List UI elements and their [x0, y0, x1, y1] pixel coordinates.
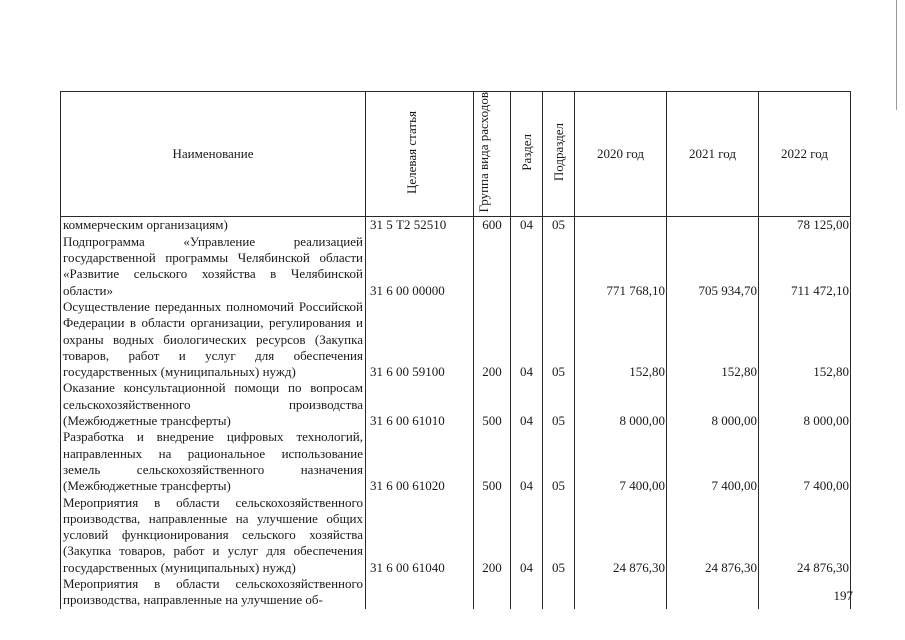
row-2021: [667, 217, 759, 234]
header-2020: 2020 год: [575, 92, 667, 217]
row-2021: 7 400,00: [667, 429, 759, 494]
table-row: [61, 380, 851, 429]
row-2021: 8 000,00: [667, 380, 759, 429]
row-name: Оказание консультационной помощи по вопросам сельскохозяйственного производства (Межбюджетные трансферты): [61, 380, 366, 429]
row-2020: 7 400,00: [575, 429, 667, 494]
row-subsection: 05: [543, 380, 575, 429]
row-name: Разработка и внедрение цифровых технологий, направленных на рациональное использование земель сельскохозяйственного назначения (Межбюджетные трансферты): [61, 429, 366, 494]
row-target-article: 31 6 00 59100: [366, 299, 474, 380]
row-subsection: 05: [543, 217, 575, 234]
budget-table: [60, 91, 851, 609]
row-expense-group: 500: [474, 429, 511, 494]
table-row: [61, 217, 851, 234]
row-2021: 152,80: [667, 299, 759, 380]
row-expense-group: [474, 576, 511, 609]
row-target-article: 31 6 00 61010: [366, 380, 474, 429]
row-target-article: 31 5 Т2 52510: [366, 217, 474, 234]
row-2020: 24 876,30: [575, 495, 667, 576]
row-2022: 152,80: [759, 299, 851, 380]
table-row: [61, 495, 851, 576]
table-row: [61, 576, 851, 609]
row-expense-group: 200: [474, 299, 511, 380]
row-2020: 152,80: [575, 299, 667, 380]
header-section: Раздел: [511, 92, 543, 217]
row-section: 04: [511, 217, 543, 234]
row-2022: 711 472,10: [759, 234, 851, 299]
row-subsection: 05: [543, 495, 575, 576]
row-subsection: 05: [543, 429, 575, 494]
row-2020: 771 768,10: [575, 234, 667, 299]
row-target-article: 31 6 00 61020: [366, 429, 474, 494]
table-row: [61, 234, 851, 299]
header-subsection: Подраздел: [543, 92, 575, 217]
table-header-row: [61, 92, 851, 217]
row-section: 04: [511, 380, 543, 429]
row-target-article: [366, 576, 474, 609]
margin-rule: [896, 0, 897, 110]
header-name: Наименование: [61, 92, 366, 217]
row-subsection: [543, 576, 575, 609]
row-2021: 24 876,30: [667, 495, 759, 576]
row-section: [511, 576, 543, 609]
row-section: [511, 234, 543, 299]
row-expense-group: 200: [474, 495, 511, 576]
table-row: [61, 429, 851, 494]
row-expense-group: 500: [474, 380, 511, 429]
page-number: 197: [833, 588, 853, 603]
row-expense-group: 600: [474, 217, 511, 234]
row-2020: [575, 576, 667, 609]
row-2022: 8 000,00: [759, 380, 851, 429]
header-target-article: Целевая статья: [366, 92, 474, 217]
row-2022: 7 400,00: [759, 429, 851, 494]
row-2020: 8 000,00: [575, 380, 667, 429]
row-target-article: 31 6 00 00000: [366, 234, 474, 299]
row-name: коммерческим организациям): [61, 217, 366, 234]
row-name: Мероприятия в области сельскохозяйственного производства, направленные на улучшение общих условий функционирования сельского хозяйства (Закупка товаров, работ и услуг для обеспечения государственных (муниципальных) нужд): [61, 495, 366, 576]
row-section: 04: [511, 495, 543, 576]
header-2021: 2021 год: [667, 92, 759, 217]
row-section: 04: [511, 299, 543, 380]
header-expense-group: Группа вида расходов: [474, 92, 511, 217]
row-section: 04: [511, 429, 543, 494]
row-2022: 78 125,00: [759, 217, 851, 234]
row-subsection: 05: [543, 299, 575, 380]
header-2022: 2022 год: [759, 92, 851, 217]
row-name: Подпрограмма «Управление реализацией государственной программы Челябинской области «Развитие сельского хозяйства в Челябинской области»: [61, 234, 366, 299]
row-2020: [575, 217, 667, 234]
row-name: Осуществление переданных полномочий Российской Федерации в области организации, регулирования и охраны водных биологических ресурсов (Закупка товаров, работ и услуг для обеспечения государственных (муниципальных) нужд): [61, 299, 366, 380]
row-2022: 24 876,30: [759, 495, 851, 576]
row-2021: 705 934,70: [667, 234, 759, 299]
row-2021: [667, 576, 759, 609]
row-name: Мероприятия в области сельскохозяйственного производства, направленные на улучшение об-: [61, 576, 366, 609]
row-target-article: 31 6 00 61040: [366, 495, 474, 576]
row-expense-group: [474, 234, 511, 299]
row-subsection: [543, 234, 575, 299]
table-row: [61, 299, 851, 380]
